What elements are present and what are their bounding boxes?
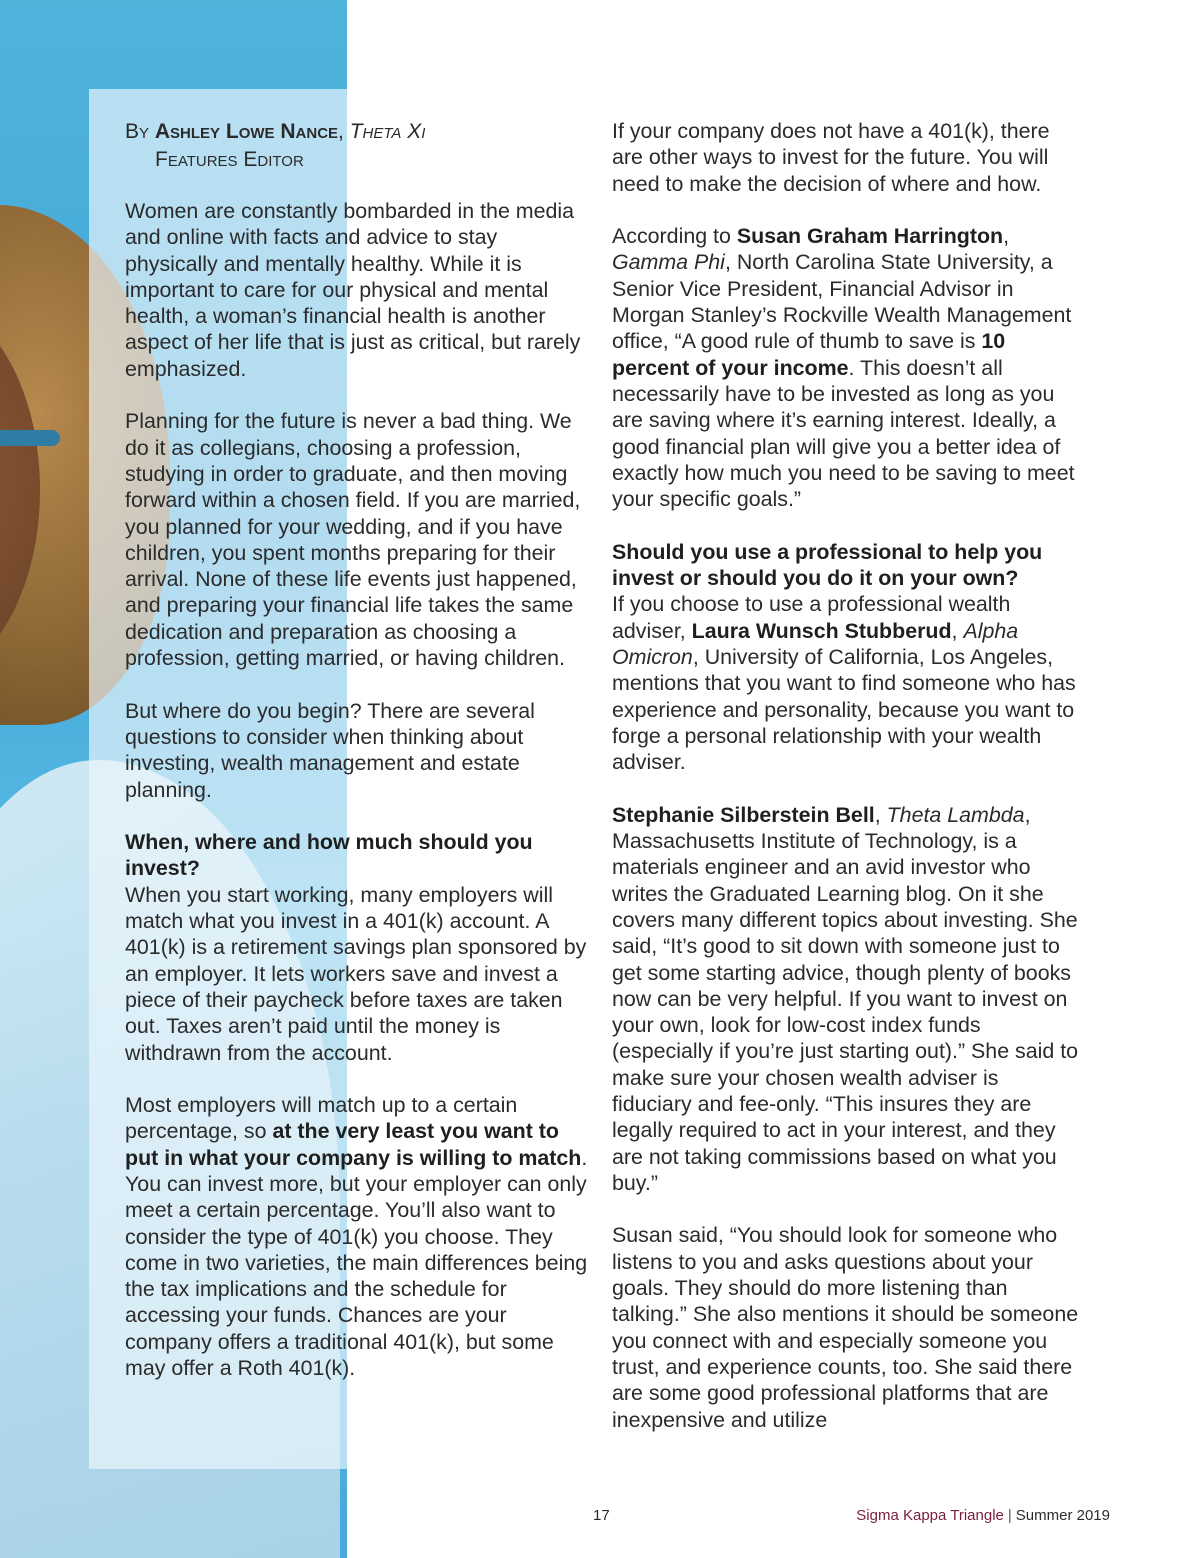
page-number: 17: [593, 1507, 610, 1524]
byline-by: By: [125, 120, 150, 143]
section-heading-professional: Should you use a professional to help you invest or should you do it on your own?: [612, 539, 1043, 591]
right-paragraph-5: Susan said, “You should look for someone who listens to you and asks questions about your goals. They should do more listening than talking.” She also mentions it should be someone you connect with and especially someone you trust, and experience counts, too. She said there are some good professional platforms that are inexpensive and utilize: [612, 1223, 1079, 1432]
byline-chapter: Theta Xi: [349, 120, 426, 143]
left-paragraph-1: Women are constantly bombarded in the media and online with facts and advice to stay physically and mentally healthy. While it is important to care for our physical and mental health, a woman’s financial health is another aspect of her life that is just as critical, but rarely emphasized.: [125, 199, 581, 381]
byline-title: Features Editor: [155, 148, 304, 171]
chapter-gamma-phi: Gamma Phi: [612, 250, 725, 275]
chapter-alpha-omicron: Alpha Omicron: [612, 618, 1019, 669]
name-laura: Laura Wunsch Stubberud: [691, 618, 952, 643]
left-paragraph-4: When you start working, many employers will match what you invest in a 401(k) account. A 401(k) is a retirement savings plan sponsored by an employer. It lets workers save and invest a piece of their paycheck before taxes are taken out. Taxes aren’t paid until the money is withdrawn from the account.: [125, 882, 587, 1065]
name-stephanie: Stephanie Silberstein Bell: [612, 802, 875, 827]
emphasis-10-percent: 10 percent of your income: [612, 329, 1006, 380]
left-paragraph-5: Most employers will match up to a certain percentage, so at the very least you want to put in what your company is willing to match. You can invest more, but your employer can only meet a certain percentage. You’ll also want to consider the type of 401(k) you choose. They come in two varieties, the main differences being the tax implications and the schedule for accessing your funds. Chances are your company offers a traditional 401(k), but some may offer a Roth 401(k).: [125, 1093, 588, 1381]
left-column: [125, 118, 595, 1408]
right-paragraph-2: According to Susan Graham Harrington, Gamma Phi, North Carolina State University, a Senior Vice President, Financial Advisor in Morgan Stanley’s Rockville Wealth Management office, “A good rule of thumb to save is 10 percent of your income. This doesn’t all necessarily have to be invested as long as you are saving where it’s earning interest. Ideally, a good financial plan will give you a better idea of exactly how much you need to be saving to meet your specific goals.”: [612, 224, 1075, 512]
right-column: [612, 118, 1082, 1433]
right-paragraph-3: If you choose to use a professional wealth adviser, Laura Wunsch Stubberud, Alpha Omicron, University of California, Los Angeles, mentions that you want to find someone who has experience and personality, because you want to forge a personal relationship with your wealth adviser.: [612, 592, 1076, 775]
magazine-name: Sigma Kappa Triangle: [856, 1507, 1004, 1524]
footer-separator: |: [1007, 1507, 1012, 1524]
right-paragraph-4: Stephanie Silberstein Bell, Theta Lambda, Massachusetts Institute of Technology, is a materials engineer and an avid investor who writes the Graduated Learning blog. On it she covers many different topics about investing. She said, “It’s good to sit down with someone just to get some starting advice, though plenty of books now can be very helpful. If you want to invest on your own, look for low-cost index funds (especially if you’re just starting out).” She said to make sure your chosen wealth adviser is fiduciary and fee-only. “This insures they are legally required to act in your interest, and they are not taking commissions based on what you buy.”: [612, 802, 1079, 1195]
left-paragraph-2: Planning for the future is never a bad thing. We do it as collegians, choosing a profession, studying in order to graduate, and then moving forward within a chosen field. If you are married, you planned for your wedding, and if you have children, you spent months preparing for their arrival. None of these life events just happened, and preparing your financial life takes the same dedication and preparation as choosing a profession, getting married, or having children.: [125, 409, 581, 671]
emphasis-match: at the very least you want to put in what your company is willing to match: [125, 1119, 582, 1170]
issue-date: Summer 2019: [1015, 1507, 1110, 1524]
byline-author: Ashley Lowe Nance: [154, 120, 339, 143]
left-paragraph-3: But where do you begin? There are several questions to consider when thinking about investing, wealth management and estate planning.: [125, 698, 535, 802]
right-paragraph-1: If your company does not have a 401(k), there are other ways to invest for the future. You will need to make the decision of where and how.: [612, 119, 1050, 196]
byline: By Ashley Lowe Nance, Theta Xi Features Editor: [125, 118, 595, 174]
publication-footer: [856, 1506, 1110, 1526]
photo-glasses: [0, 430, 60, 446]
name-susan: Susan Graham Harrington: [736, 224, 1004, 249]
chapter-theta-lambda: Theta Lambda: [886, 802, 1025, 827]
section-heading-when-where: When, where and how much should you invest?: [125, 830, 533, 881]
